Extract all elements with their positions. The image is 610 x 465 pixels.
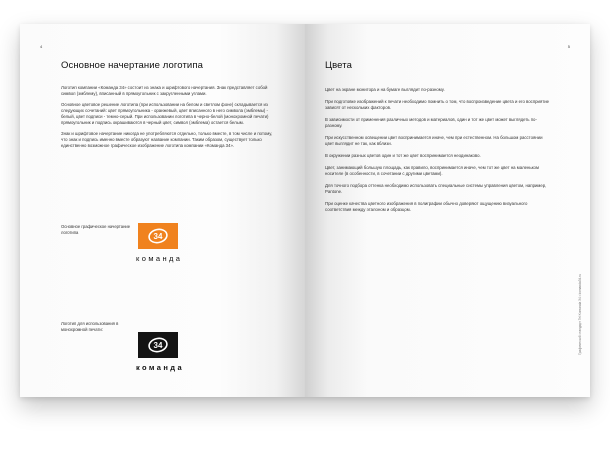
- brochure-spread: [20, 24, 590, 397]
- right-page-number: 5: [567, 44, 570, 49]
- right-page-body: [325, 87, 551, 219]
- left-page-number: 4: [40, 44, 43, 49]
- mono-logo-caption: Логотип для использования в монохромной печати:: [61, 321, 119, 332]
- vertical-side-note: Графический стандарт Tel Komanda 34 • komanda34.ru: [578, 274, 582, 355]
- right-paragraph: Для точного подбора оттенка необходимо использовать специальные системы управления цветом, например, Pantone.: [325, 183, 547, 194]
- left-paragraph: Знак и шрифтовое начертание никогда не употребляются отдельно, только вместе, в том числе и потому, что знак и подпись именно вместе образуют название компании. Таким образом, существует только единственно возможное графическое изображение логотипа компании «Команда 34».: [61, 131, 273, 148]
- right-paragraph: Цвет на экране монитора и на бумаге выглядит по-разному.: [325, 87, 445, 92]
- right-paragraph: При подготовке изображений к печати необходимо помнить о том, что воспроизведение цвета и его восприятие зависят от нескольких факторов.: [325, 99, 550, 110]
- left-paragraph: Основное цветовое решение логотипа (при использовании на белом и светлом фоне) складывается из следующих сочетаний: цвет прямоугольника - оранжевый, цвет вписанного в него символа (эмблемы) - белый, цвет подписи - темно-серый. При использовании логотипа в черно-белой (монохромной печати) прямоугольник и подпись окрашиваются в черный цвет, символ (эмблема) остается белым.: [61, 102, 269, 125]
- right-paragraph: В окружении разных цветов один и тот же цвет воспринимается неодинаково.: [325, 153, 481, 158]
- svg-text:34: 34: [153, 232, 163, 241]
- right-paragraph: Цвет, занимающий большую площадь, как правило, воспринимается иначе, чем тот же цвет на маленьком носителе (в особенности, в сочетании с другими цветами).: [325, 165, 539, 176]
- left-paragraph: Логотип компании «Команда 34» состоит из знака и шрифтового начертания. Знак представляет собой символ (эмблему), вписанный в прямоугольник с закругленными углами.: [61, 85, 268, 96]
- right-paragraph: При искусственном освещении цвет воспринимается иначе, чем при естественном. На большом расстоянии цвет выглядит не так, как вблизи.: [325, 135, 543, 146]
- left-page: [20, 24, 305, 397]
- logo-emblem-icon: [138, 332, 178, 358]
- main-logo-caption: Основное графическое начертание логотипа: [61, 224, 131, 235]
- logo-mono-mark: [138, 332, 178, 358]
- left-page-body: [61, 85, 279, 154]
- logo-color-mark: [138, 223, 178, 249]
- logo-emblem-icon: [138, 223, 178, 249]
- svg-text:34: 34: [153, 341, 163, 350]
- logo-wordmark-mono: команда: [136, 363, 185, 372]
- right-page-heading: Цвета: [325, 60, 352, 71]
- right-page: [305, 24, 590, 397]
- left-page-heading: Основное начертание логотипа: [61, 60, 203, 71]
- right-paragraph: При оценке качества цветного изображения в полиграфии обычно доверяют ощущению визуального соответствия между эталоном и образцом.: [325, 201, 528, 212]
- logo-wordmark-color: команда: [136, 254, 183, 263]
- right-paragraph: В зависимости от применения различных методов и материалов, один и тот же цвет может выглядеть по-разному.: [325, 117, 537, 128]
